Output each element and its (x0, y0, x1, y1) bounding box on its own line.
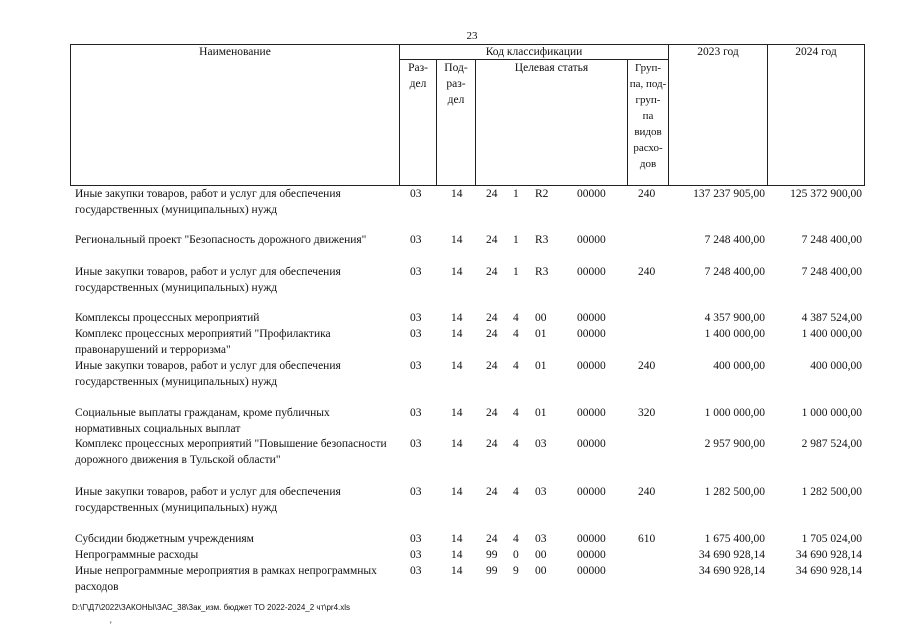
row-2024: 4 387 524,00 (801, 312, 862, 324)
row-2024: 34 690 928,14 (795, 565, 862, 577)
row-razdel: 03 (410, 533, 422, 545)
row-target-3: 00 (535, 549, 547, 561)
row-target-4: 00000 (577, 312, 606, 324)
row-target-2: 1 (513, 188, 519, 200)
row-podrazdel: 14 (451, 533, 463, 545)
row-2024: 7 248 400,00 (801, 266, 862, 278)
row-target-1: 24 (486, 533, 498, 545)
row-2023: 137 237 905,00 (693, 188, 765, 200)
row-podrazdel: 14 (451, 565, 463, 577)
row-group: 610 (638, 533, 656, 545)
row-2024: 1 705 024,00 (801, 533, 862, 545)
row-target-3: R3 (535, 266, 549, 278)
row-name: Региональный проект "Безопасность дорожного движения" (75, 234, 367, 246)
row-target-1: 24 (486, 266, 498, 278)
row-podrazdel: 14 (451, 188, 463, 200)
row-2023: 34 690 928,14 (698, 565, 765, 577)
row-target-4: 00000 (577, 533, 606, 545)
row-target-2: 0 (513, 549, 519, 561)
row-target-2: 4 (513, 486, 519, 498)
row-razdel: 03 (410, 188, 422, 200)
row-name: Иные закупки товаров, работ и услуг для обеспечения государственных (муниципальных) нужд (75, 360, 341, 388)
row-target-2: 4 (513, 407, 519, 419)
row-2024: 2 987 524,00 (801, 438, 862, 450)
row-target-2: 4 (513, 438, 519, 450)
row-target-1: 24 (486, 486, 498, 498)
row-2024: 1 282 500,00 (801, 486, 862, 498)
row-name: Непрограммные расходы (75, 549, 199, 561)
row-group: 240 (638, 266, 656, 278)
row-group: 240 (638, 360, 656, 372)
row-2024: 125 372 900,00 (790, 188, 862, 200)
row-target-1: 24 (486, 407, 498, 419)
header-name-cell (70, 44, 400, 186)
header-2024-cell (767, 44, 865, 186)
row-podrazdel: 14 (451, 360, 463, 372)
row-target-4: 00000 (577, 438, 606, 450)
row-razdel: 03 (410, 486, 422, 498)
row-podrazdel: 14 (451, 312, 463, 324)
row-target-3: R2 (535, 188, 549, 200)
row-2023: 1 675 400,00 (704, 533, 765, 545)
row-name: Комплекс процессных мероприятий "Повышение безопасности дорожного движения в Тульской области" (75, 438, 387, 466)
row-target-4: 00000 (577, 266, 606, 278)
row-name: Иные непрограммные мероприятия в рамках непрограммных расходов (75, 565, 377, 593)
row-2023: 1 282 500,00 (704, 486, 765, 498)
row-target-4: 00000 (577, 549, 606, 561)
header-podrazdel: Под- раз- дел (444, 62, 468, 106)
row-target-3: 01 (535, 328, 547, 340)
row-group: 320 (638, 407, 656, 419)
file-path-footer: D:\Г\Д7\2022\ЗАКОНЫ\ЗАС_38\Зак_изм. бюджет ТО 2022-2024_2 чт\pr4.xls (72, 603, 351, 612)
row-name: Субсидии бюджетным учреждениям (75, 533, 254, 545)
row-podrazdel: 14 (451, 549, 463, 561)
row-name: Иные закупки товаров, работ и услуг для обеспечения государственных (муниципальных) нужд (75, 266, 341, 294)
row-podrazdel: 14 (451, 486, 463, 498)
row-name: Комплексы процессных мероприятий (75, 312, 260, 324)
header-target-cell (475, 59, 628, 186)
row-razdel: 03 (410, 565, 422, 577)
page-number: 23 (466, 30, 478, 42)
row-razdel: 03 (410, 312, 422, 324)
row-target-4: 00000 (577, 234, 606, 246)
row-target-2: 9 (513, 565, 519, 577)
header-2024: 2024 год (795, 46, 837, 58)
row-target-1: 99 (486, 549, 498, 561)
row-group: 240 (638, 188, 656, 200)
header-target: Целевая статья (514, 62, 589, 74)
row-target-2: 4 (513, 360, 519, 372)
row-target-4: 00000 (577, 360, 606, 372)
stray-mark: ' (110, 620, 112, 630)
row-razdel: 03 (410, 328, 422, 340)
row-name: Иные закупки товаров, работ и услуг для обеспечения государственных (муниципальных) нужд (75, 486, 341, 514)
row-target-3: 03 (535, 438, 547, 450)
row-target-4: 00000 (577, 328, 606, 340)
row-target-3: 00 (535, 312, 547, 324)
row-2024: 1 400 000,00 (801, 328, 862, 340)
row-2023: 1 400 000,00 (704, 328, 765, 340)
row-podrazdel: 14 (451, 438, 463, 450)
row-razdel: 03 (410, 549, 422, 561)
row-razdel: 03 (410, 266, 422, 278)
row-podrazdel: 14 (451, 234, 463, 246)
row-target-1: 24 (486, 234, 498, 246)
row-razdel: 03 (410, 438, 422, 450)
row-target-3: 01 (535, 407, 547, 419)
row-target-2: 1 (513, 266, 519, 278)
row-name: Иные закупки товаров, работ и услуг для обеспечения государственных (муниципальных) нужд (75, 188, 341, 216)
row-target-1: 99 (486, 565, 498, 577)
row-2023: 34 690 928,14 (698, 549, 765, 561)
row-target-2: 4 (513, 533, 519, 545)
row-2024: 7 248 400,00 (801, 234, 862, 246)
header-code: Код классификации (485, 46, 583, 58)
row-target-4: 00000 (577, 486, 606, 498)
row-target-1: 24 (486, 360, 498, 372)
header-2023-cell (668, 44, 768, 186)
row-target-1: 24 (486, 188, 498, 200)
row-razdel: 03 (410, 360, 422, 372)
row-2023: 1 000 000,00 (704, 407, 765, 419)
row-2023: 7 248 400,00 (704, 234, 765, 246)
row-2023: 4 357 900,00 (704, 312, 765, 324)
row-target-1: 24 (486, 438, 498, 450)
row-target-4: 00000 (577, 565, 606, 577)
row-podrazdel: 14 (451, 266, 463, 278)
header-razdel: Раз- дел (408, 62, 428, 90)
row-podrazdel: 14 (451, 407, 463, 419)
row-2023: 400 000,00 (713, 360, 765, 372)
row-name: Социальные выплаты гражданам, кроме публичных нормативных социальных выплат (75, 407, 330, 435)
row-target-3: 00 (535, 565, 547, 577)
row-target-4: 00000 (577, 407, 606, 419)
row-target-3: 03 (535, 533, 547, 545)
row-target-3: 03 (535, 486, 547, 498)
row-razdel: 03 (410, 407, 422, 419)
row-target-3: 01 (535, 360, 547, 372)
row-name: Комплекс процессных мероприятий "Профилактика правонарушений и терроризма" (75, 328, 331, 356)
row-target-1: 24 (486, 328, 498, 340)
row-target-1: 24 (486, 312, 498, 324)
row-2024: 400 000,00 (810, 360, 862, 372)
row-target-2: 4 (513, 328, 519, 340)
row-target-2: 1 (513, 234, 519, 246)
row-2023: 2 957 900,00 (704, 438, 765, 450)
row-podrazdel: 14 (451, 328, 463, 340)
header-group: Груп- па, под- груп- па видов расхо- дов (629, 62, 667, 170)
row-2024: 34 690 928,14 (795, 549, 862, 561)
row-razdel: 03 (410, 234, 422, 246)
header-2023: 2023 год (697, 46, 739, 58)
row-target-4: 00000 (577, 188, 606, 200)
row-target-3: R3 (535, 234, 549, 246)
header-name: Наименование (199, 46, 271, 58)
row-2024: 1 000 000,00 (801, 407, 862, 419)
row-2023: 7 248 400,00 (704, 266, 765, 278)
row-group: 240 (638, 486, 656, 498)
row-target-2: 4 (513, 312, 519, 324)
